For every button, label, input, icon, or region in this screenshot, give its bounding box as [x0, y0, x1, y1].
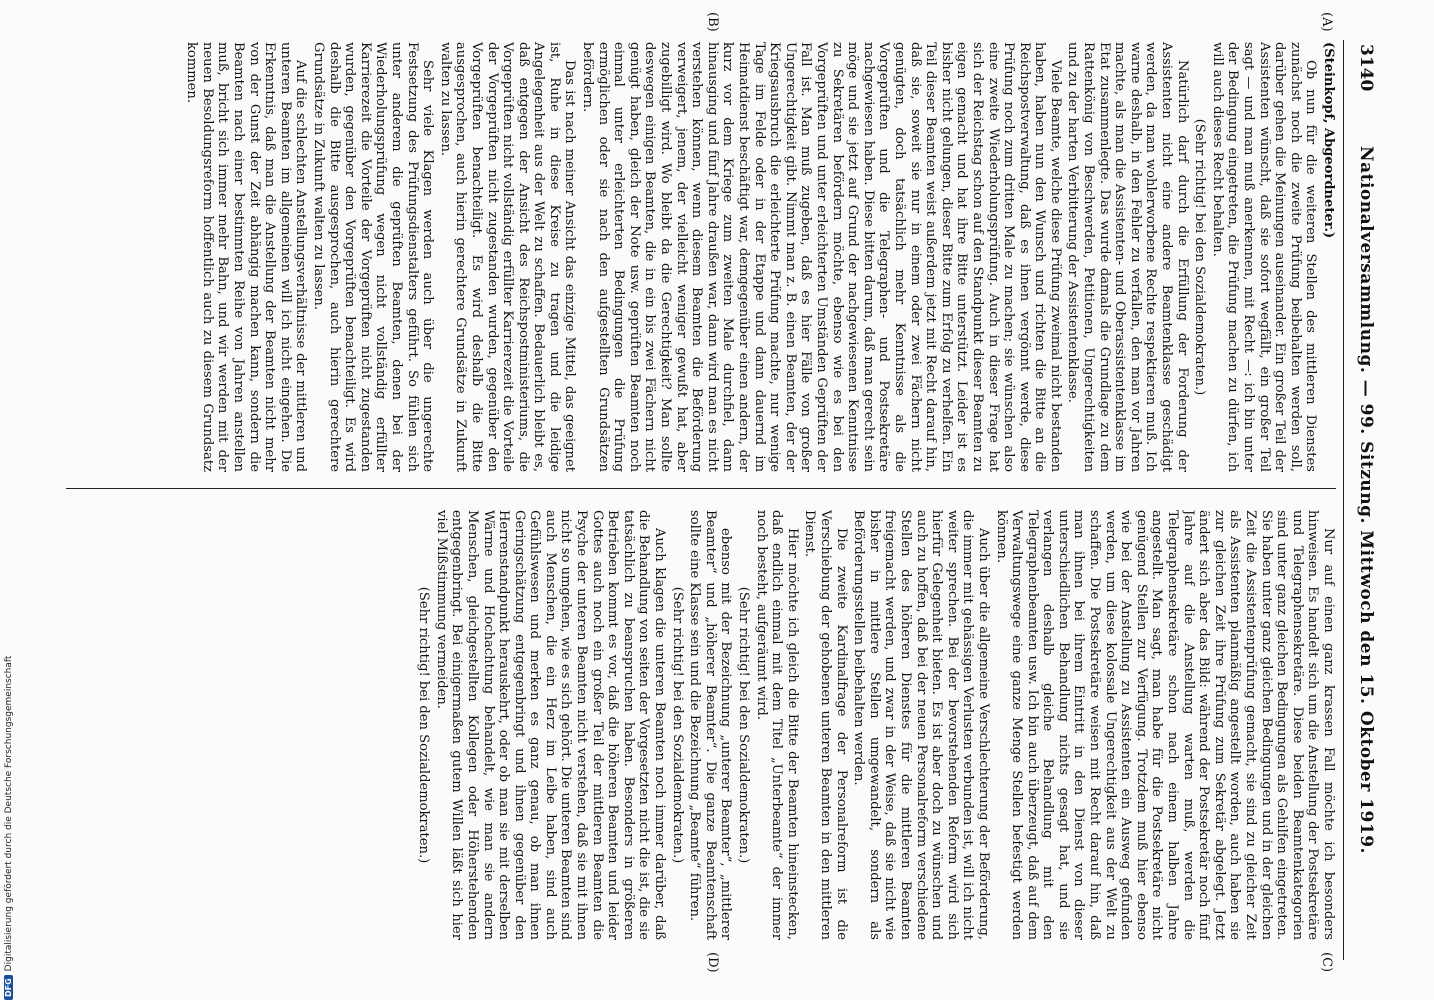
dfg-logo: DFG [4, 975, 13, 1000]
margin-mark-c: (C) [1319, 952, 1334, 973]
paragraph: Auf die schlechten Anstellungsverhältnisse der mittleren und unteren Beamten im allgemeinen will ich nicht eingehen. Die Erkenntnis, daß man die Anstellung der Beamten nicht mehr von der Gunst der Zeit abhängig machen kann, sondern die Beamten nach einer bestimmten Reihe von Jahren anstellen muß, bricht sich immer mehr Bahn, und wir werden mit der neuen Besoldungsreform hoffentlich auch zu diesem Grundsatz kommen. [184, 42, 309, 472]
interjection: (Sehr richtig! bei den Sozialdemokraten.) [1192, 118, 1208, 396]
paragraph: Nur auf einen ganz krassen Fall möchte ich besonders hinweisen. Es handelt sich um die Anstellung der Postsekretäre und Telegraphensekretäre. Diese beiden Beamtenkategorien sind unter ganz gleichen Bedingungen als Gehilfen eingetreten. Sie haben unter ganz gleichen Bedingungen und in der gleichen Zeit die Assistentenprüfung gemacht, sie sind zu gleicher Zeit als Assistenten planmäßig angestellt worden, auch haben sie zur gleichen Zeit ihre Prüfung zum Sekretär abgelegt. Jetzt ändert sich aber das Bild: während der Postsekretär noch fünf Jahre auf die Anstellung warten muß, werden die Telegraphensekretäre schon nach einem halben Jahre angestellt. Man sagt, man habe für die Postsekretäre nicht genügend Stellen zur Verfügung. Trotzdem muß hier ebenso wie bei der Anstellung zu Assistenten ein Ausweg gefunden werden, um diese kolossale Ungerechtigkeit aus der Welt zu schaffen. Die Postsekretäre weisen mit Recht darauf hin, daß man ihnen bei ihrem Eintritt in den Dienst von dieser unterschiedlichen Behandlung nichts gesagt hat, und sie verlangen deshalb gleiche Behandlung mit den Telegraphenbeamten usw. Ich bin auch überzeugt, daß auf dem Verwaltungswege eine ganze Menge Stellen befestigt werden können. [993, 510, 1336, 940]
paragraph: Sehr viele Klagen werden auch über die ungerechte Festsetzung des Prüfungsdienstalters geführt. So fühlen sich unter anderem die geprüften Beamten, denen bei der Wiederholungsprüfung wegen nicht vollständig erfüllter Karrierezeit die Vorteile der Vorgeprüften nicht zugestanden wurden, gegenüber den Vorgeprüften benachteiligt. Es wird deshalb die Bitte ausgesprochen, auch hierin gerechtere Grundsätze in Zukunft walten zu lassen. [311, 42, 436, 472]
speaker-line: (Steinkopf, Abgeordneter.) [1321, 42, 1336, 239]
margin-mark-b: (B) [705, 12, 720, 32]
column-divider [66, 488, 1336, 489]
digitization-credit [4, 656, 14, 1000]
paragraph: ebenso mit der Bezeichnung „unterer Beamter“, „mittlerer Beamter“ und „höherer Beamter“. Die ganze Beamtenschaft sollte eine Klasse sein und die Bezeichnung „Beamte“ führen. [687, 510, 734, 940]
header-title: Nationalversammlung. — 99. Sitzung. Mittwoch den 15. Oktober 1919. [1356, 146, 1376, 854]
paragraph: Auch über die allgemeine Verschlechterung der Beförderung, die immer mit gehässigen Verlusten verbunden ist, will ich nicht weiter sprechen. Bei der bevorstehenden Reform wird sich hierfür Gelegenheit bieten. Es ist aber doch zu wünschen und auch zu hoffen, daß bei der neuen Personalreform verschiedene Stellen des höheren Dienstes für die mittleren Beamten freigemacht werden, und zwar in der Weise, daß sie nicht wie bisher in mittlere Stellen umgewandelt, sondern als Beförderungsstellen beibehalten werden. [851, 510, 991, 940]
margin-mark-d: (D) [705, 952, 720, 973]
interjection: (Sehr richtig! bei den Sozialdemokraten.) [416, 586, 432, 864]
paragraph: Hier möchte ich gleich die Bitte der Beamten hineinstecken, daß endlich einmal mit dem Titel „Unterbeamte“ der immer noch besteht, aufgeräumt wird. [753, 510, 800, 940]
paragraph: Die zweite Kardinalfrage der Personalreform ist die Verschiebung der gehobenen unteren Beamten in den mittleren Dienst. [802, 510, 849, 940]
margin-mark-a: (A) [1319, 12, 1334, 32]
interjection: (Sehr richtig! bei den Sozialdemokraten.) [669, 586, 685, 864]
paragraph: Das ist nach meiner Ansicht das einzige Mittel, das geeignet ist, Ruhe in diese Kreise zu tragen und die leidige Angelegenheit aus der Welt zu schaffen. Bedauerlich bleibt es, daß entgegen der Ansicht des Reichspostministeriums, die Vorgeprüften nicht vollständig erfüllter Karrierezeit die Vorteile der Vorgeprüften nicht zugestanden wurden, gegenüber den Vorgeprüften benachteiligt. Es wird deshalb die Bitte ausgesprochen, auch hierin gerechtere Grundsätze in Zukunft walten zu lassen. [437, 42, 578, 472]
paragraph: Viele Beamte, welche diese Prüfung zweimal nicht bestanden haben, haben nun den Wunsch und richten die Bitte an die Reichspostverwaltung, daß es ihnen vergönnt werde, diese Prüfung noch zum dritten Male zu machen; sie wünschen also eine zweite Wiederholungsprüfung. Auch in dieser Frage hat sich der Reichstag schon auf den Standpunkt dieser Beamten zu eigen gemacht und hat ihre Bitte unterstützt. Leider ist es bisher nicht gelungen, dieser Bitte zum Erfolg zu verhelfen. Ein Teil dieser Beamten weist außerdem jetzt mit Recht darauf hin, daß sie, soweit sie nur in einem oder zwei Fächern nicht genügten, doch tatsächlich mehr Kenntnisse als die Vorgeprüften und die Telegraphen- und Postsekretäre nachgewiesen haben. Diese bitten darum, daß man gerecht sein möge und sie jetzt auf Grund der nachgewiesenen Kenntnisse zu Sekretären befördern möchte, ebenso wie es bei den Vorgeprüften und unter erleichterten Umständen Geprüften der Fall ist. Man muß zugeben, daß es hier Fälle von großer Ungerechtigkeit gibt. Nimmt man z. B. einen Beamten, der der Kriegsausbruch die erleichterte Prüfung machte, nur wenige Tage im Felde oder in der Etappe und dann dauernd im Heimatdienst beschäftigt war, demgegenüber einen andern, der kurz vor dem Kriege zum zweiten Male durchfiel, dann hinausging und fünf Jahre draußen war, dann wird man es nicht verstehen können, wenn diesem Beamten die Beförderung verweigert, jenem, der vielleicht weniger gewußt hat, aber zugebilligt wird. Wo bleibt da die Gerechtigkeit? Man sollte deswegen einigen Beamten, die in ein bis zwei Fächern nicht genügt haben, gleich der Note usw. geprüften Beamten noch einmal unter erleichterten Bedingungen die Prüfung ermöglichen oder sie nach den aufgestellten Grundsätzen befördern. [580, 42, 1063, 472]
paragraph: Auch klagen die unteren Beamten noch immer darüber, daß die Behandlung von seiten der Vorgesetzten nicht die ist, die sie tatsächlich zu beanspruchen haben. Besonders in größeren Betrieben kommt es vor, daß die höheren Beamten und leider Gottes auch noch ein großer Teil der mittleren Beamten die Psyche der unteren Beamten nicht verstehen, daß sie mit ihnen nicht so umgehen, wie es sich gehört. Die unteren Beamten sind auch Menschen, die ein Herz im Leibe haben, sind auch Gefühlswesen und merken es ganz genau, ob man ihnen Geringschätzung entgegenbringt und ihnen gegenüber den Herrenstandpunkt herauskehrt, oder ob man sie mit derselben Wärme und Hochachtung behandelt, wie man sie andern Menschen, gleichgestellten Kollegen oder Höherstehenden entgegenbringt. Bei einigermaßen gutem Willen läßt sich hier viel Mißstimmung vermeiden. [433, 510, 668, 940]
page-number: 3140 [1356, 44, 1376, 92]
paragraph: Ob nun für die weiteren Stellen des mittleren Dienstes zunächst noch die zweite Prüfung beibehalten werden soll, darüber gehen die Meinungen auseinander. Ein großer Teil der Assistenten wünscht, daß sie sofort wegfällt, ein großer Teil sagt — und man muß anerkennen, mit Recht —: ich bin unter der Bedingung eingetreten, die Prüfung machen zu dürfen, ich will auch dieses Recht behalten. [1209, 42, 1319, 472]
paragraph: Natürlich darf durch die Erfüllung der Forderung der Assistenten nicht eine andere Beamtenklasse geschädigt werden, da man wohlerworbene Rechte respektieren muß. Ich warne deshalb, in den Fehler zu verfallen, den man vor Jahren machte, als man die Assistenten- und Oberassistentenklasse im Etat zusammenlegte. Das wurde damals die Grundlage zu dem Rattenkönig von Beschwerden, Petitionen, Ungerechtigkeiten und zu der harten Verbitterung der Assistentenklasse. [1065, 42, 1190, 472]
interjection: (Sehr richtig! bei den Sozialdemokraten.) [736, 586, 752, 864]
running-header [1346, 40, 1380, 960]
credit-text: Digitalisierung gefördert durch die Deutsche Forschungsgemeinschaft [4, 655, 14, 972]
left-column [66, 42, 1336, 472]
header-rule [1343, 40, 1344, 960]
right-column [66, 510, 1336, 940]
rotated-document-page [50, 12, 1380, 973]
